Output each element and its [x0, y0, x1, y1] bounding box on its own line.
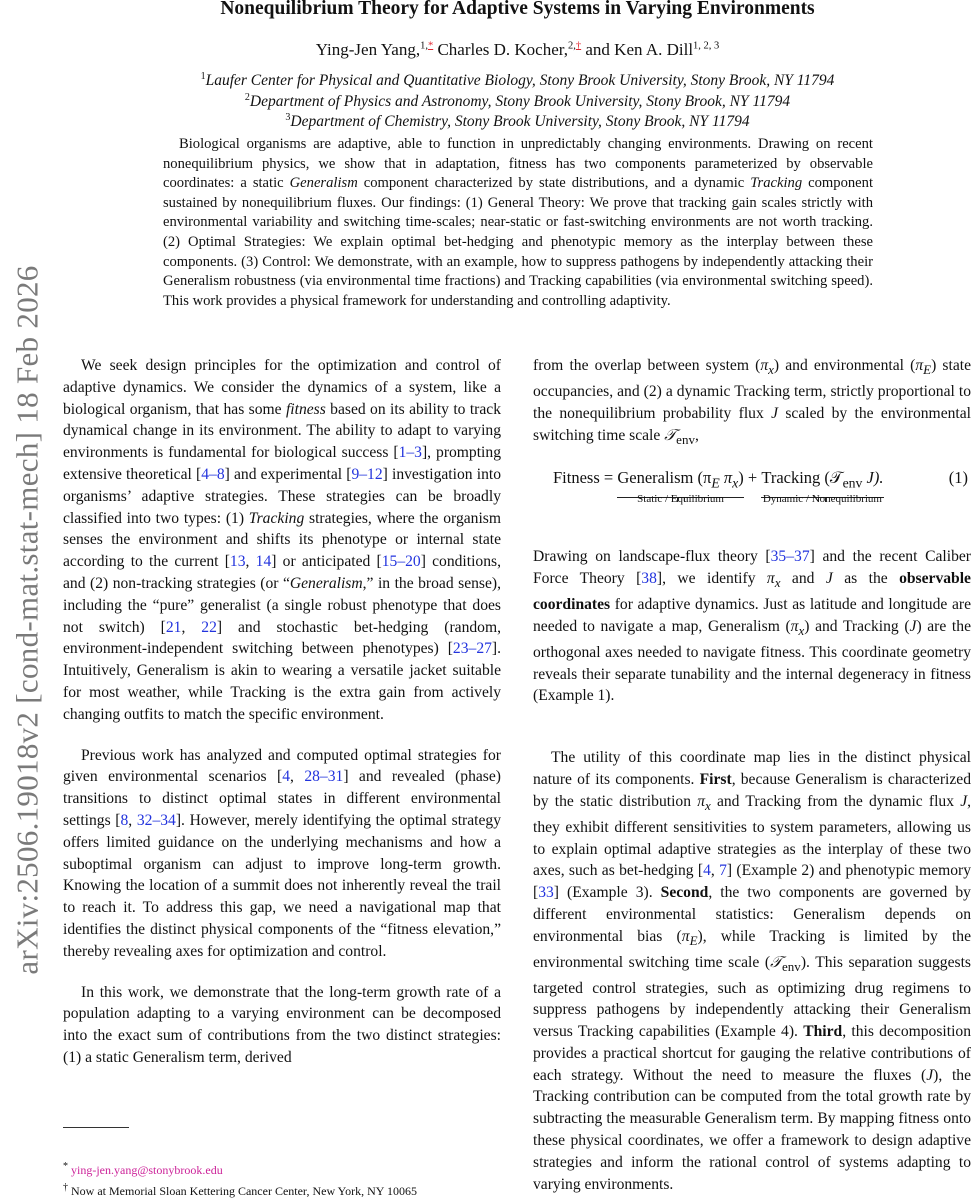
- footnote-affiliation: † Now at Memorial Sloan Kettering Cancer Center, New York, NY 10065: [63, 1182, 418, 1198]
- author-affil-sup: 1, 2, 3: [693, 40, 720, 52]
- affiliation-3: [70, 107, 965, 132]
- equation-plus: +: [747, 468, 758, 488]
- tracking-term: Tracking (𝒯$_{env}$ J). Dynamic / Nonequilibrium: [761, 467, 883, 497]
- author-affil-sup: 1,: [420, 40, 428, 52]
- email-link[interactable]: ying-jen.yang@stonybrook.edu: [71, 1163, 223, 1177]
- affiliation-text: Department of Chemistry, Stony Brook University, Stony Brook, NY 11794: [290, 113, 750, 131]
- affiliation-number: 2: [244, 92, 250, 103]
- citation-link[interactable]: 8: [120, 811, 129, 829]
- intro-paragraph-3: In this work, we demonstrate that the long-term growth rate of a population adapting to a varying environment can be decomposed into the exact sum of contributions from the two distinct strategies: (1) a static Generalism term, derived: [63, 983, 501, 1066]
- author-name: and Ken A. Dill: [585, 40, 694, 59]
- equation-number: (1): [948, 468, 968, 488]
- citation-link[interactable]: 4: [282, 768, 290, 786]
- affiliation-text: Laufer Center for Physical and Quantitative Biology, Stony Brook University, Stony Brook, NY 11794: [205, 72, 835, 90]
- fitness-equation: [533, 467, 971, 523]
- body-paragraph-coordinates: Drawing on landscape-flux theory [35–37] and the recent Caliber Force Theory [38], we identify $\pi_x$ and J as the observable coordinates for adaptive dynamics. Just as latitude and longitude are needed to navigate a map, Generalism $(\pi_x)$ and Tracking (J) are the orthogonal axes needed to navigate fitness. This coordinate geometry reveals their separate tunability and the internal degeneracy in fitness (Example 1).: [533, 548, 971, 705]
- citation-link[interactable]: 21: [165, 618, 182, 636]
- body-paragraph-continued: from the overlap between system $(\pi_x)$ and environmental $(\pi_E)$ state occupancies, and (2) a dynamic Tracking term, strictly proportional to the nonequilibrium probability flux J scaled by the environmental switching time scale 𝒯$_{env}$,: [533, 357, 971, 447]
- intro-paragraph-2: Previous work has analyzed and computed optimal strategies for given environmental scenarios [4, 28–31] and revealed (phase) transitions to distinct optimal states in different environmental settings [8, 32–34]. However, merely identifying the optimal strategy offers limited guidance on the underlying mechanisms and how a suboptimal organism can adjust to improve long-term growth. Knowing the location of a summit does not inherently reveal the trail to reach it. To address this gap, we need a navigational map that identifies the distinct physical components of the “fitness elevation,” thereby revealing axes for optimization and control.: [63, 746, 502, 960]
- citation-link[interactable]: 13: [229, 553, 246, 571]
- arxiv-sidebar: [0, 180, 56, 1060]
- generalism-term: Generalism ($\pi_E$ $\pi_x$) Static / Equilibrium: [617, 467, 743, 497]
- citation-link[interactable]: 7: [719, 862, 727, 880]
- author-affil-sup: 2,: [568, 40, 576, 52]
- affiliation-number: 1: [200, 71, 206, 82]
- equation-lhs: Fitness =: [553, 468, 614, 488]
- author-footnote-link[interactable]: †: [575, 40, 582, 52]
- author-footnote-link[interactable]: *: [427, 40, 434, 52]
- author-name: Charles D. Kocher,: [437, 40, 569, 59]
- citation-link[interactable]: 15–20: [381, 553, 421, 571]
- generalism-label: Static / Equilibrium: [637, 493, 724, 506]
- citation-link[interactable]: 4: [703, 862, 711, 880]
- footnotes: [63, 1158, 503, 1200]
- footnote-email: * ying-jen.yang@stonybrook.edu: [63, 1161, 223, 1177]
- author-name: Ying-Jen Yang,: [315, 40, 421, 59]
- citation-link[interactable]: 22: [201, 618, 217, 636]
- citation-link[interactable]: 35–37: [770, 548, 810, 566]
- tracking-label: Dynamic / Nonequilibrium: [762, 493, 882, 506]
- left-column: [63, 355, 501, 1069]
- citation-link[interactable]: 28–31: [304, 768, 344, 786]
- intro-paragraph-1: We seek design principles for the optimization and control of adaptive dynamics. We consider the dynamics of a system, like a biological organism, that has some fitness based on its ability to track dynamical change in its environment. The ability to adapt to varying environments is fundamental for biological success [1–3], prompting extensive theoretical [4–8] and experimental [9–12] investigation into organisms’ adaptive strategies. These strategies can be broadly classified into two types: (1) Tracking strategies, where the organism senses the environment and shifts its phenotype or internal state according to the current [13, 14] or anticipated [15–20] conditions, and (2) non-tracking strategies (or “Generalism,” in the broad sense), including the “pure” generalist (a single robust phenotype that does not switch) [21, 22] and stochastic bet-hedging (random, environment-independent switching between phenotypes) [23–27]. Intuitively, Generalism is akin to wearing a versatile jacket suitable for most weather, while Tracking is the extra gain from actively changing outfits to match the specific environment.: [63, 357, 501, 723]
- citation-link[interactable]: 32–34: [136, 811, 176, 829]
- citation-link[interactable]: 33: [538, 884, 554, 902]
- citation-link[interactable]: 4–8: [201, 465, 225, 483]
- abstract: Biological organisms are adaptive, able to function in unpredictably changing environments. Drawing on recent nonequilibrium physics, we show that in adaptation, fitness has two components parameterized by observable coordinates: a static Generalism component characterized by state distributions, and a dynamic Tracking component sustained by nonequilibrium fluxes. Our findings: (1) General Theory: We prove that tracking gain scales strictly with environmental variability and switching time-scales; near-static or fast-switching environments are not worth tracking. (2) Optimal Strategies: We explain optimal bet-hedging and phenotypic memory as the interplay between these components. (3) Control: We demonstrate, with an example, how to suppress pathogens by independently attacking their Generalism robustness (via environmental time fractions) and Tracking capabilities (via environmental switching speed). This work provides a physical framework for understanding and controlling adaptivity.: [163, 136, 873, 309]
- arxiv-identifier: arXiv:2506.19018v2 [cond-mat.stat-mech] 18 Feb 2026: [10, 265, 45, 975]
- affiliation-number: 3: [285, 112, 291, 123]
- citation-link[interactable]: 14: [255, 553, 272, 571]
- right-column: [533, 355, 971, 1195]
- citation-link[interactable]: 1–3: [398, 444, 422, 462]
- affiliation-text: Department of Physics and Astronomy, Stony Brook University, Stony Brook, NY 11794: [249, 93, 791, 111]
- body-paragraph-utility: The utility of this coordinate map lies in the distinct physical nature of its components. First, because Generalism is characterized by the static distribution $\pi_x$ and Tracking from the dynamic flux J, they exhibit different sensitivities to system parameters, allowing us to explain optimal adaptive strategies as the interplay of these two axes, such as bet-hedging [4, 7] (Example 2) and phenotypic memory [33] (Example 3). Second, the two components are governed by different environmental statistics: Generalism depends on environmental bias $(\pi_E)$, while Tracking is limited by the environmental switching time scale (𝒯$_{env}$). This separation suggests targeted control strategies, such as optimizing drug regimens to suppress pathogens by independently attacking their Generalism versus Tracking capabilities (Example 4). Third, this decomposition provides a practical shortcut for gauging the relative contributions of each strategy. Without the need to measure the fluxes (J), the Tracking contribution can be computed from the total growth rate by subtracting the measurable Generalism term. By mapping fitness onto these physical coordinates, we offer a framework to design adaptive strategies and inform the rational control of systems adapting to varying environments.: [533, 749, 972, 1193]
- citation-link[interactable]: 9–12: [351, 465, 383, 483]
- author-list: [70, 40, 965, 60]
- paper-title: Nonequilibrium Theory for Adaptive Systems in Varying Environments: [220, 0, 815, 19]
- citation-link[interactable]: 38: [641, 570, 657, 588]
- citation-link[interactable]: 23–27: [452, 640, 492, 658]
- footnote-rule: [63, 1127, 129, 1128]
